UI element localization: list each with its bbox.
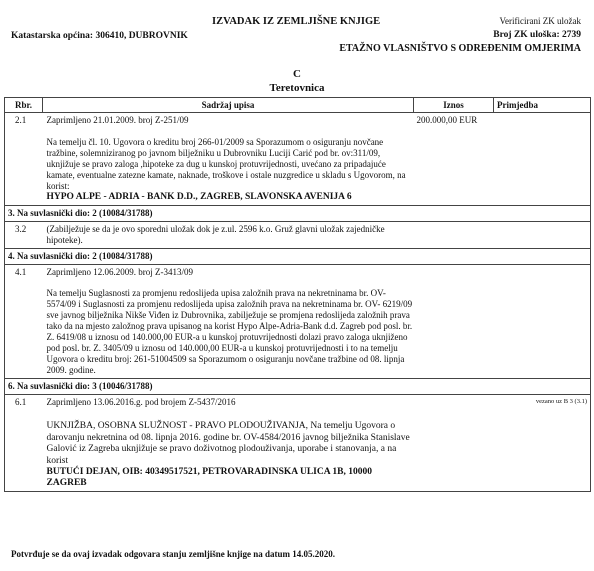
table-row	[5, 265, 591, 281]
encumbrance-table	[4, 97, 591, 492]
entry-received: Zaprimljeno 21.01.2009. broj Z-251/09	[46, 115, 189, 125]
ownership-type: ETAŽNO VLASNIŠTVO S ODREĐENIM OMJERIMA	[339, 43, 581, 54]
folio-number: Broj ZK uloška: 2739	[493, 30, 581, 40]
entry-text: Na temelju Suglasnosti za promjenu redoslijeda upisa založnih prava na nekretninama br. OV- 5574/09 i Suglasnosti za promjenu redoslijeda upisa založnih prava na nekretninama br. OV- 6219/09 sve javnog bilježnika Nikše Viđen iz Dubrovnika, zabilježuje se promjena redoslijeda založnih prava tako da na mjesto založnog prava upisanog na korist Hypo Alpe-Adria-Bank d.d. Zagreb pod posl. br. Z. 6419/08 u iznosu od 140.000,00 EUR-a u kunskoj protuvrijednosti dolazi pravo zaloga uknjiženo pod posl. br. Z. 3405/09 u iznosu od 140.000,00 EUR-a u kunskoj protuvrijednosti i to na temelju Ugovora o kreditu broj: 261-51004509 sa Sporazumom o osiguranju novčane tražbine od 08. lipnja 2009. godine.	[46, 288, 413, 375]
table-row	[5, 222, 591, 249]
table-row	[5, 280, 591, 379]
share-heading: 3. Na suvlasnički dio: 2 (10084/31788)	[5, 206, 591, 222]
entry-number: 2.1	[5, 113, 43, 129]
col-amount: Iznos	[414, 98, 494, 113]
cadastral-municipality: Katastarska općina: 306410, DUBROVNIK	[11, 31, 188, 41]
entry-number: 6.1	[5, 395, 43, 411]
section-letter: C	[293, 68, 301, 80]
table-row	[5, 128, 591, 206]
entry-beneficiary: HYPO ALPE - ADRIA - BANK D.D., ZAGREB, SLAVONSKA AVENIJA 6	[46, 192, 352, 202]
entry-text: (Zabilježuje se da je ovo sporedni uložak dok je z.ul. 2596 k.o. Gruž glavni uložak zajedničke hipoteke).	[46, 224, 385, 245]
share-heading: 6. Na suvlasnički dio: 3 (10046/31788)	[5, 379, 591, 395]
document-title: IZVADAK IZ ZEMLJIŠNE KNJIGE	[212, 16, 381, 27]
table-row	[5, 395, 591, 411]
entry-beneficiary: BUTUĆI DEJAN, OIB: 40349517521, PETROVARADINSKA ULICA 1B, 10000 ZAGREB	[46, 467, 373, 488]
entry-number: 4.1	[5, 265, 43, 281]
table-row	[5, 113, 591, 129]
entry-number: 3.2	[5, 222, 43, 249]
entry-received: Zaprimljeno 13.06.2016.g. pod brojem Z-5437/2016	[46, 397, 236, 407]
col-note: Primjedba	[494, 98, 591, 113]
entry-received: Zaprimljeno 12.06.2009. broj Z-3413/09	[46, 267, 193, 277]
col-content: Sadržaj upisa	[43, 98, 414, 113]
entry-text: Na temelju čl. 10. Ugovora o kreditu broj 266-01/2009 sa Sporazumom o osiguranju novčane tražbine, solemniziranog po javnom bilježniku u Dubrovniku Luciji Carić pod br. ov:311/09, uknjižuje se pravo zaloga ,hipoteke za dug u kunskoj protuvrijednosti, uvećano za pripadajuće kamate, eventualne zatezne kamate, naknade, troškove i ostale nuzgredice u skladu s Ugovorom, na korist:	[46, 137, 406, 191]
section-name: Teretovnica	[269, 82, 325, 94]
verified-label: Verificirani ZK uložak	[499, 16, 581, 26]
table-row	[5, 410, 591, 492]
entry-note: vezano uz B 3 (3.1)	[494, 395, 591, 411]
share-heading: 4. Na suvlasnički dio: 2 (10084/31788)	[5, 249, 591, 265]
entry-amount: 200.000,00 EUR	[416, 115, 478, 125]
entry-text: UKNJIŽBA, OSOBNA SLUŽNOST - PRAVO PLODOUŽIVANJA, Na temelju Ugovora o darovanju nekretnina od 08. lipnja 2016. godine br. OV-4584/2016 javnog bilježnika Stanislave Galović iz Zagreba uknjižuje se pravo doživotnog plodouživanja, uporabe i stanovanja, a na korist	[46, 421, 410, 466]
col-rbr: Rbr.	[5, 98, 43, 113]
table-header-row	[5, 98, 591, 113]
certification-footer: Potvrđuje se da ovaj izvadak odgovara stanju zemljišne knjige na datum 14.05.2020.	[11, 549, 336, 559]
